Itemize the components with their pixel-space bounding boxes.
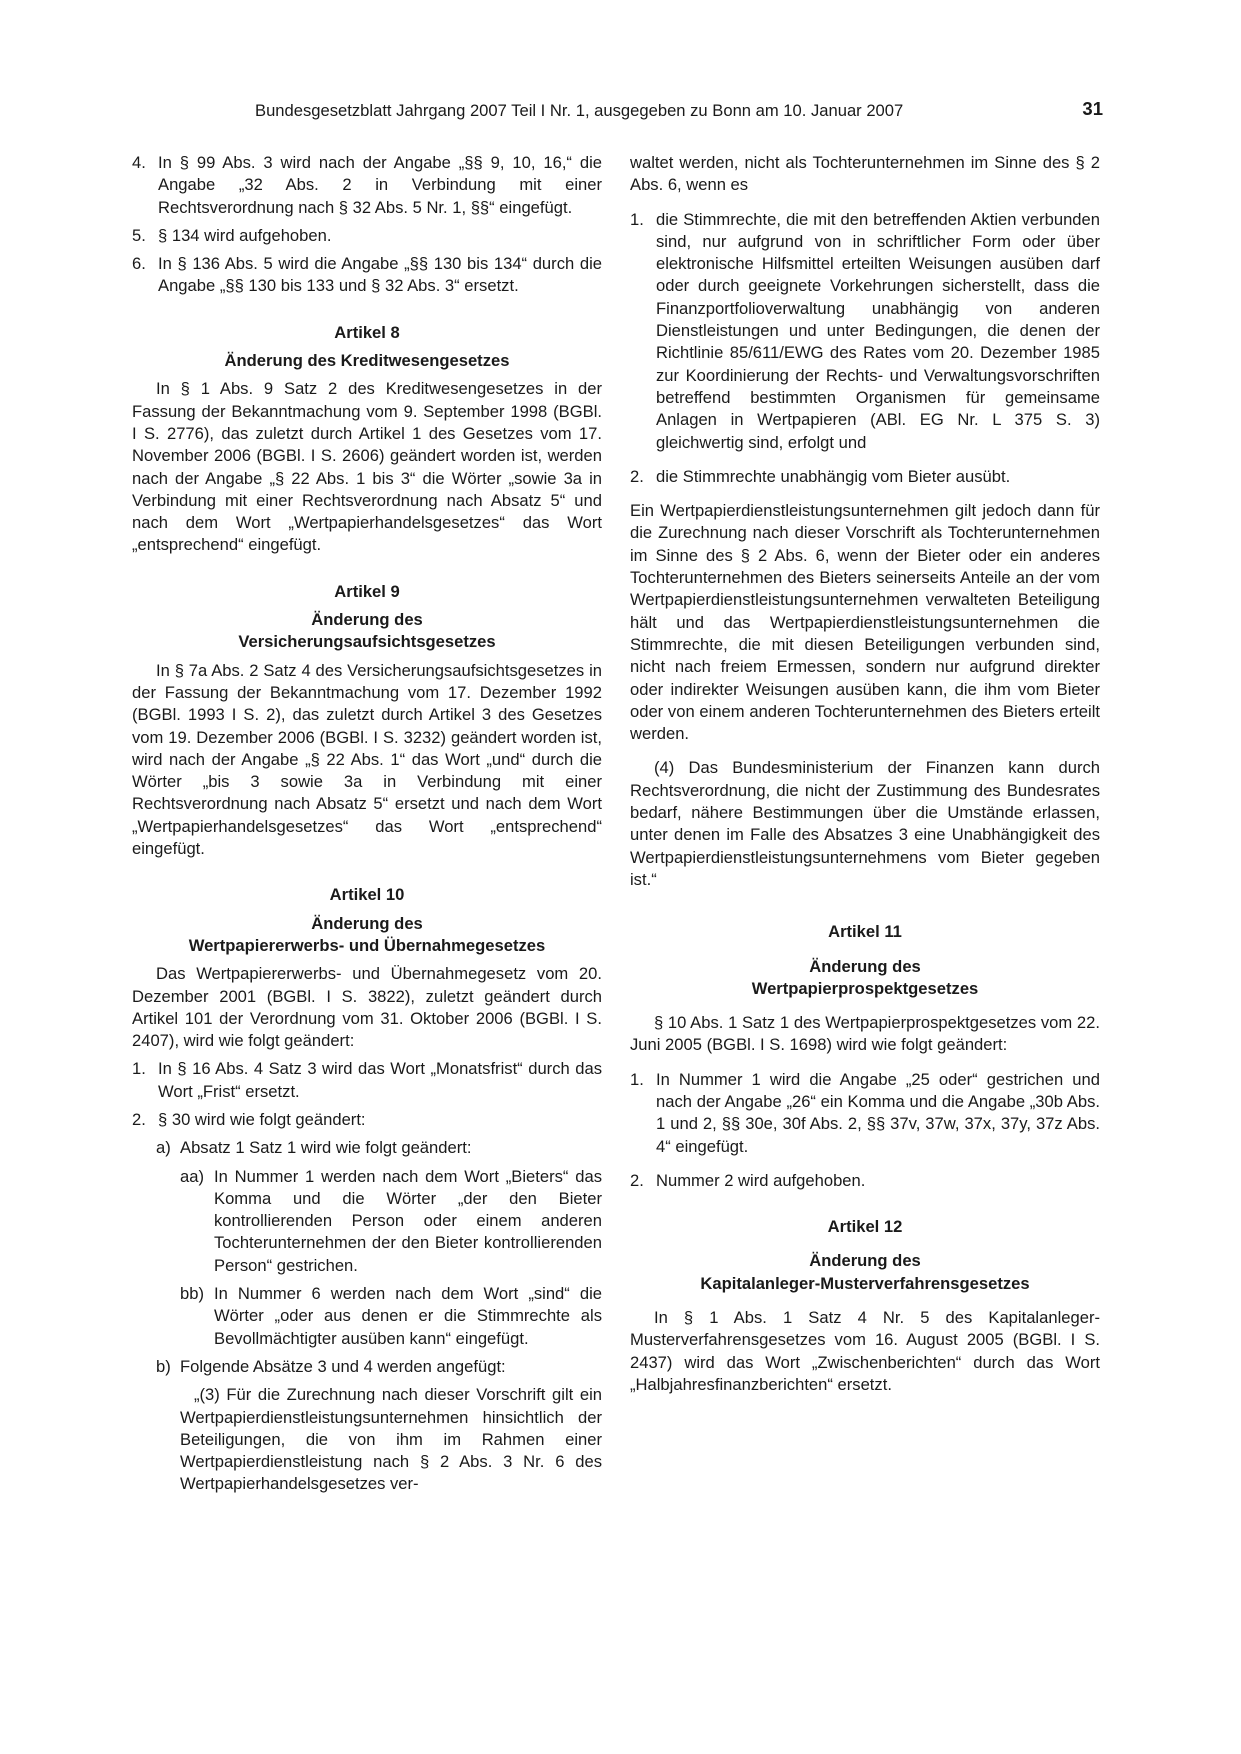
list-item (132, 1109, 602, 1131)
list-marker: a) (156, 1138, 171, 1158)
list-text: In § 136 Abs. 5 wird die Angabe „§§ 130 bis 134“ durch die Angabe „§§ 130 bis 133 und § 32 Abs. 3“ ersetzt. (158, 254, 602, 296)
list-item (132, 152, 602, 219)
left-column (132, 152, 602, 1496)
article-9-body: In § 7a Abs. 2 Satz 4 des Versicherungsaufsichtsgesetzes in der Fassung der Bekanntmachung vom 17. Dezember 1992 (BGBl. 1993 I S. 2), das zuletzt durch Artikel 3 des Gesetzes vom 19. Dezember 2006 (BGBl. I S. 3232) geändert worden ist, wird nach der Angabe „§ 22 Abs. 1“ das Wort „und“ durch die Wörter „bis 3 sowie 3a in Verbindung mit einer Rechtsverordnung nach Absatz 5“ ersetzt und nach dem Wort „Wertpapierhandelsgesetzes“ das Wort „entsprechend“ eingefügt. (132, 660, 602, 859)
list-marker: b) (156, 1356, 171, 1376)
list-item (630, 209, 1100, 454)
list-marker: 4. (132, 153, 146, 172)
header-title: Bundesgesetzblatt Jahrgang 2007 Teil I Nr. 1, ausgegeben zu Bonn am 10. Januar 2007 (255, 101, 904, 120)
article-10-title-line1: Änderung des (311, 913, 423, 933)
list-text: In Nummer 6 werden nach dem Wort „sind“ die Wörter „oder aus denen er die Stimmrechte als Bevollmächtigter ausüben kann“ eingefügt. (214, 1284, 602, 1348)
article-11-body: § 10 Abs. 1 Satz 1 des Wertpapierprospektgesetzes vom 22. Juni 2005 (BGBl. I S. 1698) wird wie folgt geändert: (630, 1013, 1100, 1055)
article-9-number: Artikel 9 (334, 581, 400, 601)
article-12-title-line2: Kapitalanleger-Musterverfahrensgesetzes (700, 1273, 1030, 1293)
quoted-paragraph-3: „(3) Für die Zurechnung nach dieser Vorschrift gilt ein Wertpapierdienstleistungsunternehmen hinsichtlich der Beteiligungen, die von ihm im Rahmen einer Wertpapierdienstleistung nach § 2 Abs. 3 Nr. 6 des Wertpapierhandelsgesetzes ver- (180, 1385, 602, 1494)
list-marker: 5. (132, 225, 146, 245)
continued-text: waltet werden, nicht als Tochterunternehmen im Sinne des § 2 Abs. 6, wenn es (630, 153, 1100, 195)
article-9-title-line1: Änderung des (311, 610, 423, 630)
article-12-title-line1: Änderung des (809, 1251, 921, 1271)
list-text: In § 99 Abs. 3 wird nach der Angabe „§§ 9, 10, 16,“ die Angabe „32 Abs. 2 in Verbindung mit einer Rechtsverordnung nach § 32 Abs. 5 Nr. 1, §§“ eingefügt. (158, 153, 602, 217)
list-text: die Stimmrechte, die mit den betreffenden Aktien verbunden sind, nur aufgrund von in schriftlicher Form oder über elektronische Hilfsmittel erteilten Weisungen ausüben darf oder durch geeignete Vorkehrungen sicherstellt, dass die Finanzportfolioverwaltung unabhängig von anderen Dienstleistungen und unter Bedingungen, die denen der Richtlinie 85/611/EWG des Rates vom 20. Dezember 1985 zur Koordinierung der Rechts- und Verwaltungsvorschriften betreffend bestimmten Organismen für gemeinsame Anlagen in Wertpapieren (ABl. EG Nr. L 375 S. 3) gleichwertig sind, erfolgt und (656, 209, 1100, 452)
list-item (132, 225, 602, 247)
list-text: § 30 wird wie folgt geändert: (158, 1109, 366, 1129)
article-11-title-line2: Wertpapierprospektgesetzes (751, 978, 979, 998)
article-10-number: Artikel 10 (329, 885, 405, 905)
list-text: Absatz 1 Satz 1 wird wie folgt geändert: (180, 1138, 472, 1158)
list-text: In Nummer 1 werden nach dem Wort „Bieters“ das Komma und die Wörter „der den Bieter kontrollierenden Person oder einem anderen Tochterunternehmen der den Bieter kontrollierenden Person“ gestrichen. (214, 1166, 602, 1275)
list-text: In Nummer 1 wird die Angabe „25 oder“ gestrichen und nach der Angabe „26“ ein Komma und die Angabe „30b Abs. 1 und 2, §§ 30e, 30f Abs. 2, §§ 37v, 37w, 37x, 37y, 37z Abs. 4“ eingefügt. (656, 1069, 1100, 1156)
article-9-title-line2: Versicherungsaufsichtsgesetzes (238, 632, 496, 652)
paragraph-text: Ein Wertpapierdienstleistungsunternehmen gilt jedoch dann für die Zurechnung nach dieser Vorschrift als Tochterunternehmen im Sinne des § 2 Abs. 6, wenn der Bieter oder ein anderes Tochterunternehmen des Bieters seinerseits Anteile an der vom Wertpapierdienstleistungsunternehmen verwalteten Beteiligung hält und das Wertpapierdienstleistungsunternehmen die Stimmrechte, die mit diesen Beteiligungen verbunden sind, nicht nach freiem Ermessen, sondern nur aufgrund direkter oder indirekter Weisungen ausüben kann, die ihm vom Bieter oder von einem anderen Tochterunternehmen des Bieters erteilt werden. (630, 501, 1100, 744)
list-item (132, 253, 602, 298)
article-8-number: Artikel 8 (334, 322, 400, 342)
list-marker: 2. (630, 1170, 644, 1190)
list-marker: 6. (132, 254, 146, 274)
right-column (630, 152, 1100, 1396)
list-item (132, 1356, 602, 1378)
list-item (132, 1166, 602, 1277)
list-marker: 2. (630, 466, 644, 486)
article-12-number: Artikel 12 (827, 1217, 903, 1237)
page-header (0, 100, 1241, 126)
list-marker: 1. (630, 1069, 644, 1089)
page-number: 31 (1082, 98, 1103, 119)
list-text: Nummer 2 wird aufgehoben. (656, 1170, 866, 1190)
article-8-title: Änderung des Kreditwesengesetzes (224, 351, 510, 371)
list-marker: 2. (132, 1109, 146, 1129)
article-11-title-line1: Änderung des (809, 956, 921, 976)
list-item (132, 1137, 602, 1159)
list-item (132, 1283, 602, 1350)
article-8-body: In § 1 Abs. 9 Satz 2 des Kreditwesengesetzes in der Fassung der Bekanntmachung vom 9. September 1998 (BGBl. I S. 2776), das zuletzt durch Artikel 1 des Gesetzes vom 17. November 2006 (BGBl. I S. 2606) geändert worden ist, werden nach der Angabe „§ 22 Abs. 1 bis 3“ die Wörter „sowie 3a in Verbindung mit einer Rechtsverordnung nach Absatz 5“ und nach dem Wort „Wertpapierhandelsgesetzes“ das Wort „entsprechend“ eingefügt. (132, 379, 602, 555)
list-item (132, 1058, 602, 1103)
article-11-number: Artikel 11 (828, 922, 902, 942)
list-item (630, 466, 1100, 488)
list-text: Folgende Absätze 3 und 4 werden angefügt: (180, 1356, 506, 1376)
list-text: § 134 wird aufgehoben. (158, 225, 332, 245)
article-10-intro: Das Wertpapiererwerbs- und Übernahmegesetz vom 20. Dezember 2001 (BGBl. I S. 3822), zuletzt geändert durch Artikel 101 der Verordnung vom 31. Oktober 2006 (BGBl. I S. 2407), wird wie folgt geändert: (132, 964, 602, 1051)
list-marker: bb) (180, 1284, 204, 1304)
list-text: die Stimmrechte unabhängig vom Bieter ausübt. (656, 466, 1011, 486)
list-marker: 1. (132, 1059, 146, 1079)
article-12-body: In § 1 Abs. 1 Satz 4 Nr. 5 des Kapitalanleger-Musterverfahrensgesetzes vom 16. August 2005 (BGBl. I S. 2437) wird das Wort „Zwischenberichten“ durch das Wort „Halbjahresfinanzberichten“ ersetzt. (630, 1308, 1100, 1394)
list-item (630, 1170, 1100, 1192)
list-marker: aa) (180, 1166, 204, 1186)
paragraph-4: (4) Das Bundesministerium der Finanzen kann durch Rechtsverordnung, die nicht der Zustimmung des Bundesrates bedarf, nähere Bestimmungen über die Umstände erlassen, unter denen im Falle des Absatzes 3 eine Unabhängigkeit des Wertpapierdienstleistungsunternehmens vom Bieter gegeben ist.“ (630, 758, 1100, 889)
list-item (630, 1069, 1100, 1158)
article-10-title-line2: Wertpapiererwerbs- und Übernahmegesetzes (188, 935, 546, 955)
list-text: In § 16 Abs. 4 Satz 3 wird das Wort „Monatsfrist“ durch das Wort „Frist“ ersetzt. (158, 1059, 602, 1101)
list-marker: 1. (630, 209, 644, 229)
